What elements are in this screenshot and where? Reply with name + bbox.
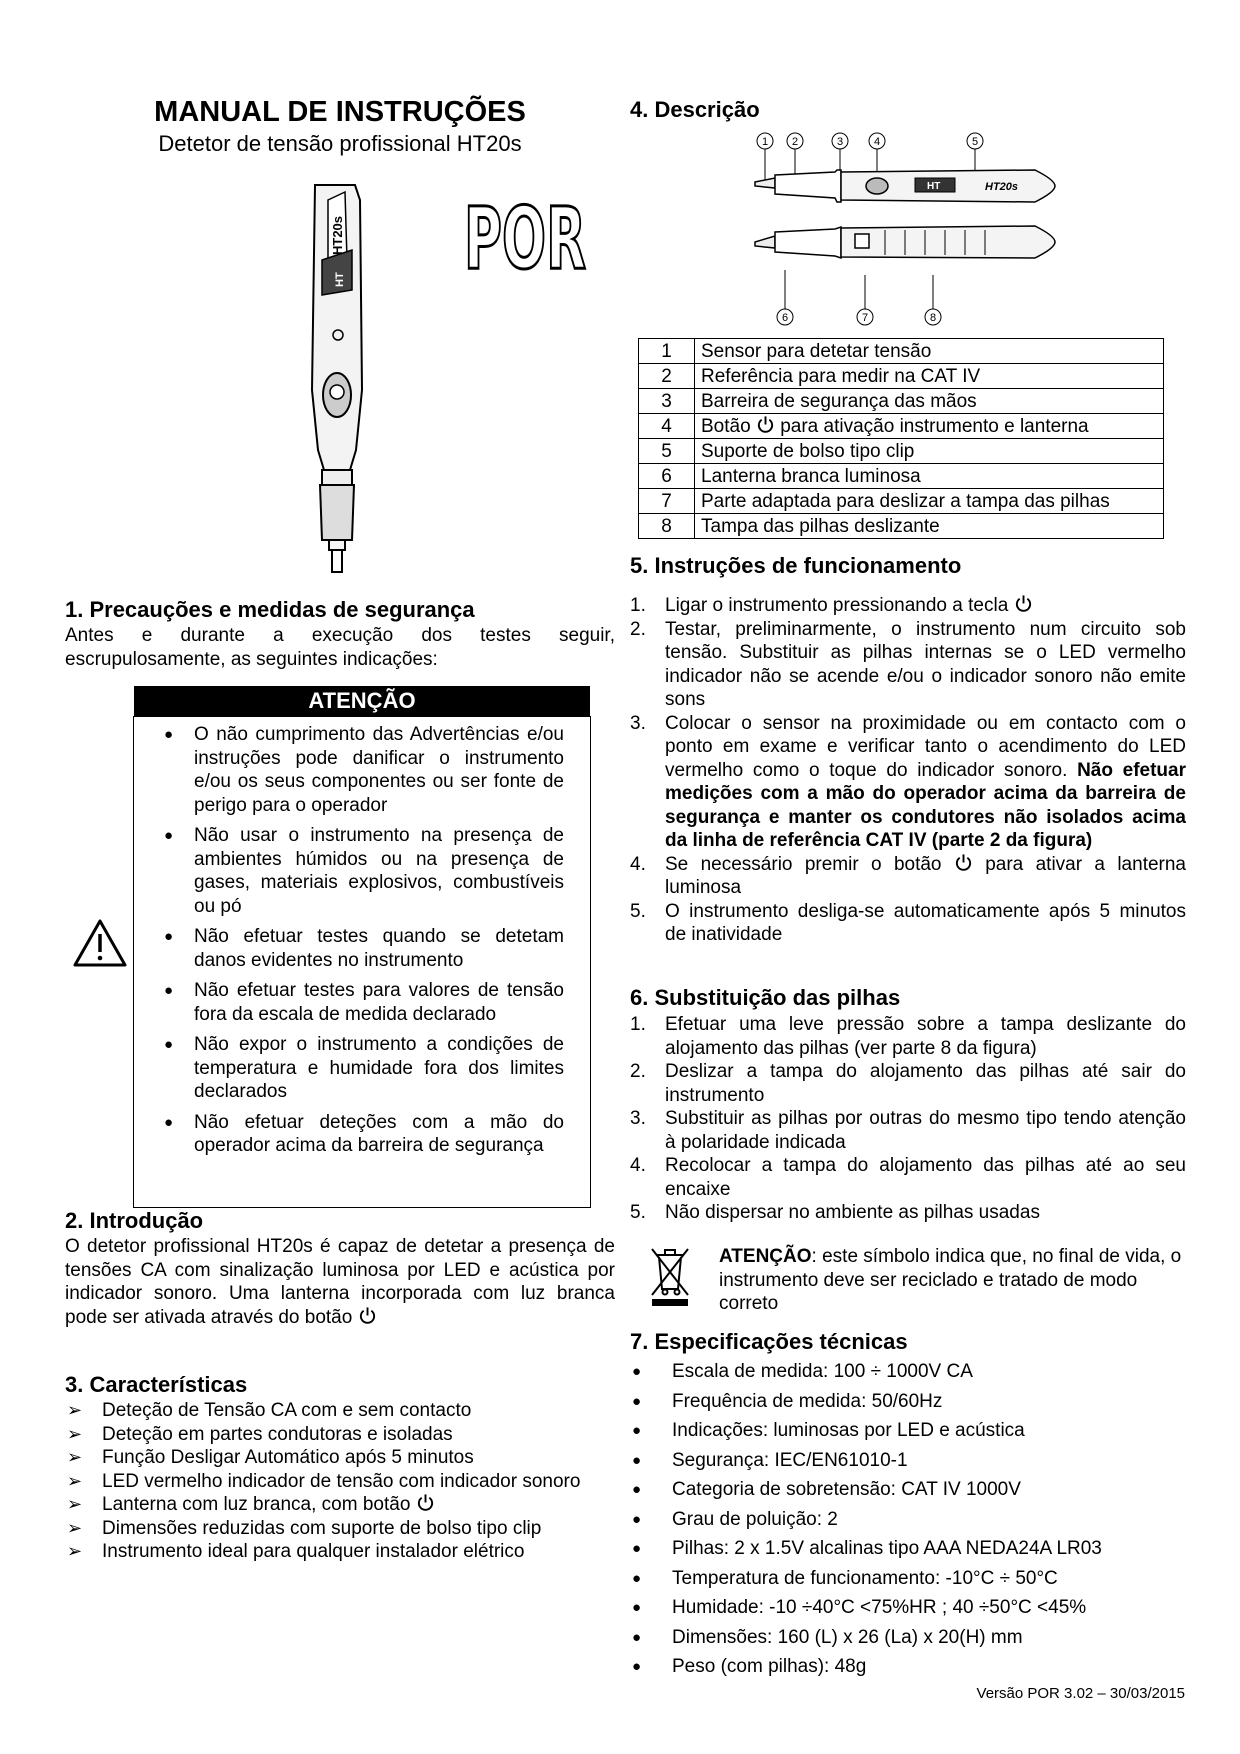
callout-2: 2 xyxy=(791,136,799,148)
instrument-diagram xyxy=(755,130,1060,330)
spec-item: ● Escala de medida: 100 ÷ 1000V CA xyxy=(630,1359,1185,1389)
feature-text: LED vermelho indicador de tensão com indicador sonoro xyxy=(102,1470,581,1492)
spec-item: ● Dimensões: 160 (L) x 26 (La) x 20(H) mm xyxy=(630,1625,1185,1655)
diagram-model-label: HT20s xyxy=(985,181,1019,193)
section-title-features: 3. Características xyxy=(65,1372,248,1397)
table-cell-text-b: para ativação instrumento e lanterna xyxy=(780,415,1089,437)
table-cell-text: Lanterna branca luminosa xyxy=(695,464,1164,489)
battery-item: 1. Efetuar uma leve pressão sobre a tampa deslizante do alojamento das pilhas (ver parte 8 da figura) xyxy=(630,1014,1186,1059)
warning-item: ● Não efetuar testes quando se detetam danos evidentes no instrumento xyxy=(134,925,564,972)
table-cell-text: Suporte de bolso tipo clip xyxy=(695,439,1164,464)
feature-item xyxy=(65,1470,615,1494)
table-cell-text: Referência para medir na CAT IV xyxy=(695,364,1164,389)
warning-list xyxy=(134,717,590,1158)
table-cell-number: 3 xyxy=(639,389,695,414)
table-cell-number: 1 xyxy=(639,339,695,364)
warning-item: ● Não efetuar testes para valores de tensão fora da escala de medida declarado xyxy=(134,979,564,1026)
table-row xyxy=(639,364,1164,389)
feature-item xyxy=(65,1540,615,1564)
operation-text: para ativar a lanterna luminosa xyxy=(665,853,1187,898)
arrow-bullet-icon: ➢ xyxy=(67,1541,83,1561)
callout-5: 5 xyxy=(971,136,979,148)
section-title-safety: 1. Precauções e medidas de segurança xyxy=(65,597,475,622)
arrow-bullet-icon: ➢ xyxy=(67,1423,83,1444)
operation-text: Colocar o sensor na proximidade ou em contacto com o ponto em exame e verificar tanto o acendimento do LED vermelho como o toque do indicador sonoro. xyxy=(665,712,1186,781)
table-row xyxy=(639,439,1164,464)
callout-4: 4 xyxy=(873,136,881,148)
feature-text: Deteção de Tensão CA com e sem contacto xyxy=(102,1400,472,1421)
power-icon xyxy=(756,415,775,434)
feature-item xyxy=(65,1517,615,1541)
callout-6: 6 xyxy=(781,312,789,324)
table-cell-text-a: Botão xyxy=(701,415,751,437)
device-brand-label: HT xyxy=(334,272,346,287)
arrow-bullet-icon: ➢ xyxy=(67,1470,83,1491)
table-cell-text: Barreira de segurança das mãos xyxy=(695,389,1164,414)
battery-item: 2. Deslizar a tampa do alojamento das pilhas até sair do instrumento xyxy=(630,1061,1186,1106)
safety-intro: Antes e durante a execução dos testes seguir, escrupulosamente, as seguintes indicações: xyxy=(65,625,615,670)
battery-text: Efetuar uma leve pressão sobre a tampa deslizante do alojamento das pilhas (ver parte 8 da figura) xyxy=(665,1014,1186,1059)
operation-item: 5. O instrumento desliga-se automaticamente após 5 minutos de inatividade xyxy=(630,900,1186,945)
table-cell-number: 2 xyxy=(639,364,695,389)
language-text: POR xyxy=(464,189,586,289)
table-cell-text: Sensor para detetar tensão xyxy=(695,339,1164,364)
feature-item xyxy=(65,1399,615,1423)
section-title-intro: 2. Introdução xyxy=(65,1208,204,1233)
table-cell-text: Tampa das pilhas deslizante xyxy=(695,514,1164,539)
operation-text: Testar, preliminarmente, o instrumento num circuito sob tensão. Substituir as pilhas internas se o LED vermelho indicador não se acende e/ou o indicador sonoro não emite sons xyxy=(665,618,1186,710)
power-icon xyxy=(1014,594,1033,613)
operation-warning-text: Não efetuar medições com a mão do operador acima da barreira de segurança e manter os condutores não isolados acima da linha de referência CAT IV (parte 2 da figura) xyxy=(665,759,1187,851)
operation-text: O instrumento desliga-se automaticamente após 5 minutos de inatividade xyxy=(665,900,1186,945)
table-row xyxy=(639,464,1164,489)
table-cell-text xyxy=(695,414,1164,439)
table-cell-number: 4 xyxy=(639,414,695,439)
table-row xyxy=(639,514,1164,539)
version-footer: Versão POR 3.02 – 30/03/2015 xyxy=(976,1685,1185,1702)
weee-bin-icon xyxy=(648,1245,692,1307)
diagram-brand-label: HT xyxy=(927,181,941,192)
device-illustration xyxy=(300,180,380,580)
table-cell-number: 7 xyxy=(639,489,695,514)
power-icon xyxy=(416,1493,435,1512)
page-subtitle: Detetor de tensão profissional HT20s xyxy=(158,131,522,156)
page-title: MANUAL DE INSTRUÇÕES xyxy=(154,96,526,128)
feature-text: Instrumento ideal para qualquer instalador elétrico xyxy=(102,1541,525,1562)
callout-8: 8 xyxy=(929,312,937,324)
operation-item: 1. Ligar o instrumento pressionando a tecla xyxy=(630,594,1186,618)
operation-list xyxy=(630,594,1186,947)
feature-text: Dimensões reduzidas com suporte de bolso tipo clip xyxy=(102,1517,542,1539)
table-cell-text: Parte adaptada para deslizar a tampa das pilhas xyxy=(695,489,1164,514)
feature-text: Função Desligar Automático após 5 minutos xyxy=(102,1447,474,1468)
table-row xyxy=(639,339,1164,364)
battery-text: Deslizar a tampa do alojamento das pilhas até sair do instrumento xyxy=(665,1061,1186,1106)
arrow-bullet-icon: ➢ xyxy=(67,1517,83,1538)
intro-text-body: O detetor profissional HT20s é capaz de detetar a presença de tensões CA com sinalização luminosa por LED e acústica por indicador sonoro. Uma lanterna incorporada com luz branca pode ser ativada através do botão xyxy=(65,1236,615,1328)
spec-item: ● Peso (com pilhas): 48g xyxy=(630,1654,1185,1684)
feature-item xyxy=(65,1446,615,1470)
spec-item: ● Grau de poluição: 2 xyxy=(630,1507,1185,1537)
battery-item: 5. Não dispersar no ambiente as pilhas usadas xyxy=(630,1202,1040,1223)
warning-box xyxy=(133,716,591,1208)
spec-item: ● Frequência de medida: 50/60Hz xyxy=(630,1389,1185,1419)
table-row xyxy=(639,389,1164,414)
operation-text: Ligar o instrumento pressionando a tecla xyxy=(665,595,1009,616)
battery-list xyxy=(630,1013,1186,1225)
weee-note xyxy=(719,1245,1185,1316)
callout-1: 1 xyxy=(761,136,769,148)
operation-item: 4. Se necessário premir o botão para ativar a lanterna luminosa xyxy=(630,853,1187,898)
power-icon xyxy=(358,1306,377,1325)
device-model-label: HT20s xyxy=(330,215,345,255)
warning-triangle-icon xyxy=(72,918,128,968)
spec-item: ● Pilhas: 2 x 1.5V alcalinas tipo AAA NEDA24A LR03 xyxy=(630,1536,1185,1566)
arrow-bullet-icon: ➢ xyxy=(67,1494,83,1514)
section-title-operation: 5. Instruções de funcionamento xyxy=(630,553,962,578)
weee-note-label: ATENÇÃO xyxy=(719,1246,812,1267)
spec-item: ● Segurança: IEC/EN61010-1 xyxy=(630,1448,1185,1478)
intro-text xyxy=(65,1235,615,1329)
spec-item: ● Humidade: -10 ÷40°C <75%HR ; 40 ÷50°C <45% xyxy=(630,1595,1185,1625)
table-row xyxy=(639,414,1164,439)
operation-item: 2. Testar, preliminarmente, o instrumento num circuito sob tensão. Substituir as pilhas internas se o LED vermelho indicador não se acende e/ou o indicador sonoro não emite sons xyxy=(630,618,1186,710)
warning-item: ● Não efetuar deteções com a mão do operador acima da barreira de segurança xyxy=(134,1111,564,1158)
language-label xyxy=(460,189,590,289)
feature-text: Lanterna com luz branca, com botão xyxy=(102,1494,411,1515)
warning-header: ATENÇÃO xyxy=(134,686,590,716)
feature-item xyxy=(65,1423,615,1447)
arrow-bullet-icon: ➢ xyxy=(67,1400,83,1420)
callout-7: 7 xyxy=(861,312,869,324)
power-icon xyxy=(954,853,973,872)
table-cell-number: 6 xyxy=(639,464,695,489)
warning-item: ● Não expor o instrumento a condições de temperatura e humidade fora dos limites declarados xyxy=(134,1033,564,1104)
section-title-specs: 7. Especificações técnicas xyxy=(630,1329,908,1354)
battery-text: Recolocar a tampa do alojamento das pilhas até ao seu encaixe xyxy=(665,1155,1186,1200)
table-cell-number: 5 xyxy=(639,439,695,464)
feature-text: Deteção em partes condutoras e isoladas xyxy=(102,1423,453,1445)
spec-item: ● Indicações: luminosas por LED e acústica xyxy=(630,1418,1185,1448)
spec-item: ● Temperatura de funcionamento: -10°C ÷ 50°C xyxy=(630,1566,1185,1596)
table-cell-number: 8 xyxy=(639,514,695,539)
battery-item: 4. Recolocar a tampa do alojamento das pilhas até ao seu encaixe xyxy=(630,1155,1186,1200)
description-table xyxy=(638,338,1164,539)
section-title-batteries: 6. Substituição das pilhas xyxy=(630,985,901,1010)
section-title-description: 4. Descrição xyxy=(630,97,760,122)
arrow-bullet-icon: ➢ xyxy=(67,1447,83,1467)
weee-note-text: : este símbolo indica que, no final de vida, o instrumento deve ser reciclado e tratado de modo correto xyxy=(719,1246,1182,1314)
callout-3: 3 xyxy=(836,136,844,148)
specs-list xyxy=(630,1359,1185,1684)
warning-item: ● O não cumprimento das Advertências e/ou instruções pode danificar o instrumento e/ou os seus componentes ou ser fonte de perigo para o operador xyxy=(134,723,564,817)
warning-item: ● Não usar o instrumento na presença de ambientes húmidos ou na presença de gases, materiais explosivos, combustíveis ou pó xyxy=(134,824,564,918)
battery-item: 3. Substituir as pilhas por outras do mesmo tipo tendo atenção à polaridade indicada xyxy=(630,1108,1186,1153)
feature-item xyxy=(65,1493,615,1517)
battery-text: Não dispersar no ambiente as pilhas usadas xyxy=(665,1202,1040,1223)
features-list xyxy=(65,1399,615,1564)
spec-item: ● Categoria de sobretensão: CAT IV 1000V xyxy=(630,1477,1185,1507)
operation-item: 3. Colocar o sensor na proximidade ou em contacto com o ponto em exame e verificar tanto o acendimento do LED vermelho como o toque do indicador sonoro. Não efetuar medições com a mão do operador acima da barreira de segurança e manter os condutores não isolados acima da linha de referência CAT IV (parte 2 da figura) xyxy=(630,712,1187,851)
table-row xyxy=(639,489,1164,514)
battery-text: Substituir as pilhas por outras do mesmo tipo tendo atenção à polaridade indicada xyxy=(665,1108,1186,1153)
operation-text: Se necessário premir o botão xyxy=(665,853,942,875)
